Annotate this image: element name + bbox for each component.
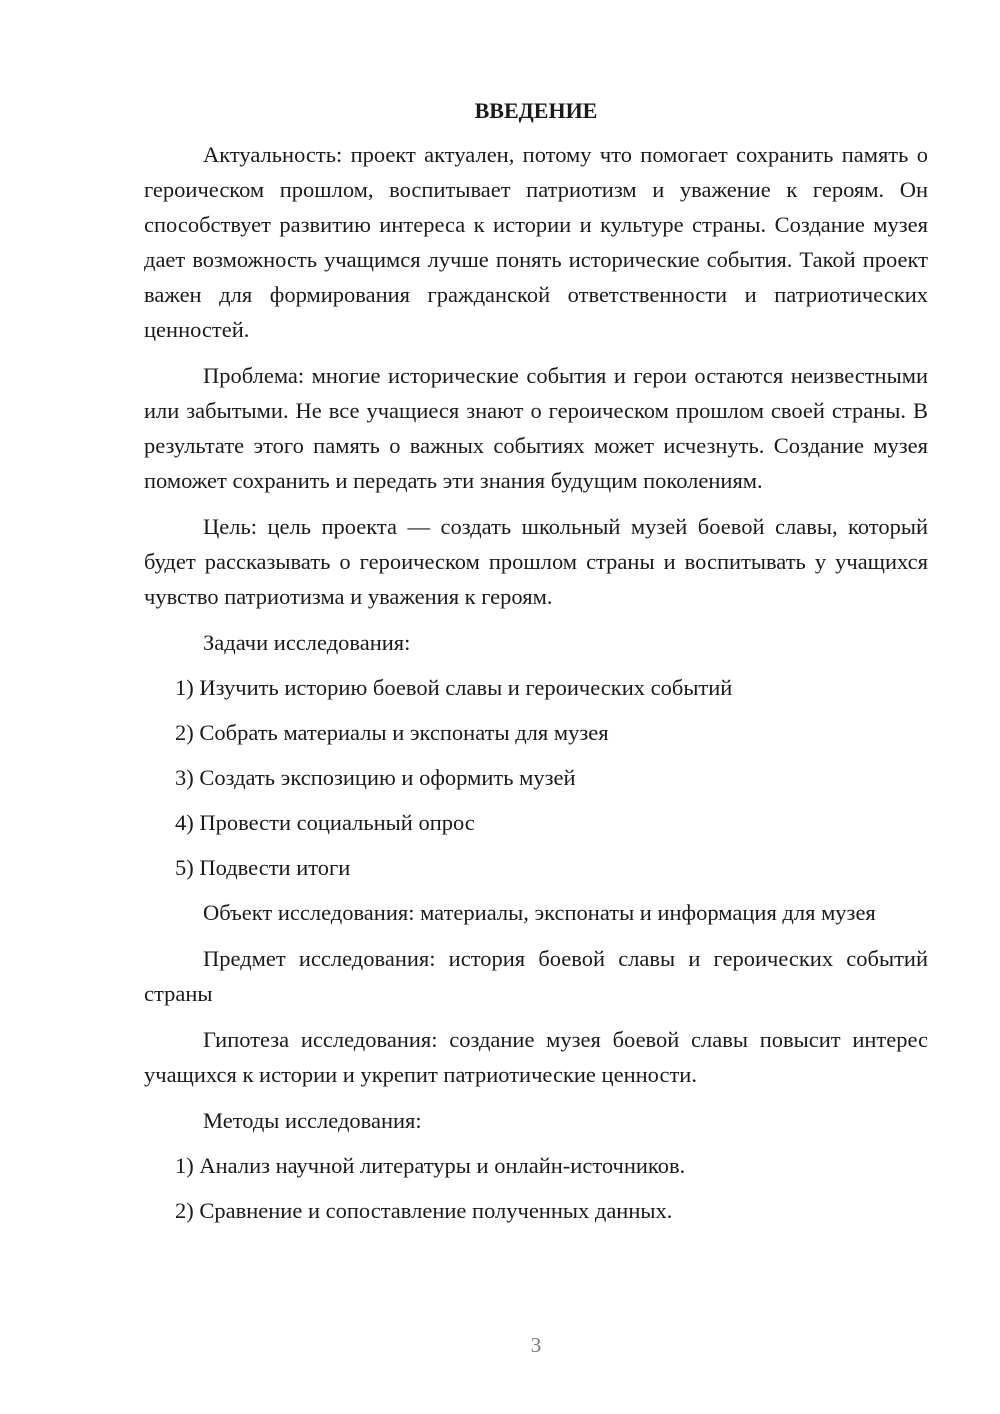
methods-heading: Методы исследования: (203, 1108, 422, 1133)
tasks-heading: Задачи исследования: (203, 630, 411, 655)
task-item-2: 2) Собрать материалы и экспонаты для музея (175, 720, 609, 745)
hypothesis-paragraph: Гипотеза исследования: создание музея боевой славы повысит интерес учащихся к истории и укрепит патриотические ценности. (144, 1027, 928, 1087)
subject-paragraph: Предмет исследования: история боевой славы и героических событий страны (144, 946, 928, 1006)
page-title: ВВЕДЕНИЕ (474, 98, 598, 123)
object-paragraph: Объект исследования: материалы, экспонаты и информация для музея (203, 900, 876, 925)
problem-paragraph: Проблема: многие исторические события и герои остаются неизвестными или забытыми. Не все учащиеся знают о героическом прошлом своей страны. В результате этого память о важных событиях может исчезнуть. Создание музея поможет сохранить и передать эти знания будущим поколениям. (144, 363, 928, 493)
task-item-1: 1) Изучить историю боевой славы и героических событий (175, 675, 733, 700)
task-item-4: 4) Провести социальный опрос (175, 810, 475, 835)
method-item-1: 1) Анализ научной литературы и онлайн-источников. (175, 1153, 686, 1178)
document-page (144, 96, 928, 1228)
relevance-paragraph: Актуальность: проект актуален, потому что помогает сохранить память о героическом прошлом, воспитывает патриотизм и уважение к героям. Он способствует развитию интереса к истории и культуре страны. Создание музея дает возможность учащимся лучше понять исторические события. Такой проект важен для формирования гражданской ответственности и патриотических ценностей. (144, 142, 928, 342)
goal-paragraph: Цель: цель проекта — создать школьный музей боевой славы, который будет рассказывать о героическом прошлом страны и воспитывать у учащихся чувство патриотизма и уважения к героям. (144, 514, 928, 609)
task-item-5: 5) Подвести итоги (175, 855, 351, 880)
page-number: 3 (530, 1333, 542, 1357)
method-item-2: 2) Сравнение и сопоставление полученных данных. (175, 1198, 673, 1223)
task-item-3: 3) Создать экспозицию и оформить музей (175, 765, 576, 790)
